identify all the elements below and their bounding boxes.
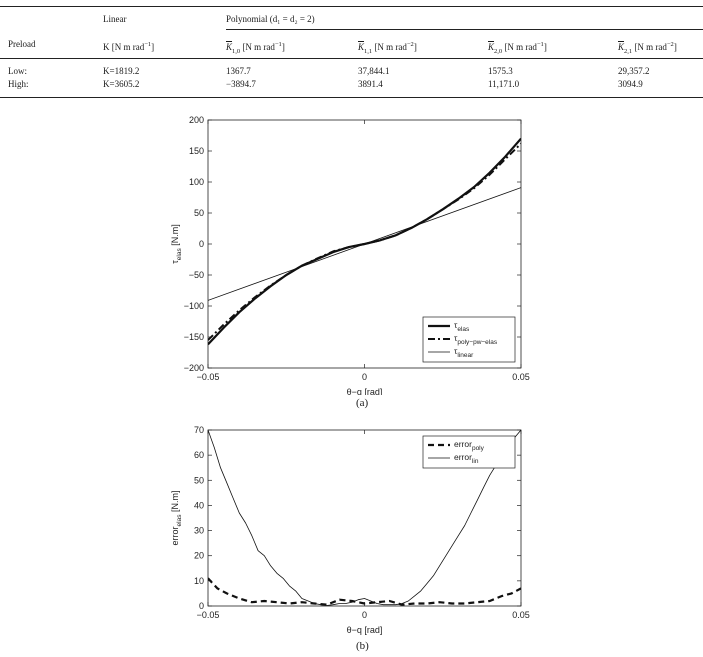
chart-a-xtick-label: 0 — [361, 372, 368, 382]
chart-a-ytick-label: 150 — [188, 146, 204, 156]
chart-b-xtick-label: 0.05 — [512, 610, 530, 620]
chart-a-xtick-label: 0.05 — [512, 372, 530, 382]
chart-b-xtick-label: −0.05 — [196, 610, 220, 620]
chart-b-ylabel: error$_{elas}$ [N.m] — [170, 490, 183, 546]
col-header-K: K [N m rad$^{-1}$] — [103, 41, 155, 52]
table-cell-K20: 11,171.0 — [488, 79, 520, 89]
chart-a-legend-label-linear: $\tau_{linear}$ — [454, 346, 474, 359]
table-cell-K10: 1367.7 — [226, 66, 251, 76]
chart-a-ytick-label: −50 — [188, 270, 204, 280]
figure-a — [0, 110, 703, 415]
table-cell-preload: High: — [8, 79, 29, 89]
parameter-table — [0, 0, 703, 102]
chart-a-ytick-label: −150 — [183, 332, 204, 342]
chart-a-legend — [423, 317, 515, 362]
chart-b-ytick-label: 10 — [193, 575, 204, 586]
figure-a-caption: (a) — [356, 397, 369, 409]
chart-b-xtick-label: 0 — [361, 610, 368, 620]
table-cell-K21: 3094.9 — [618, 79, 643, 89]
chart-b-ytick-label: 40 — [193, 500, 204, 511]
chart-a-ytick-label: 200 — [188, 115, 204, 125]
group-header-linear: Linear — [103, 14, 127, 24]
chart-b — [0, 420, 703, 638]
table-cell-K10: −3894.7 — [226, 79, 256, 89]
polynomial-span-rule — [226, 29, 703, 30]
chart-b-ytick-label: 50 — [193, 475, 204, 486]
table-cell-K21: 29,357.2 — [618, 66, 650, 76]
table-cell-K11: 37,844.1 — [358, 66, 390, 76]
col-header-K11: $\overline{K}_{1,1}$ [N m rad$^{-2}$] — [358, 41, 417, 55]
chart-a-ytick-label: −200 — [183, 363, 204, 373]
chart-a-ytick-label: 100 — [188, 177, 204, 187]
group-header-polynomial: Polynomial (d₁ = d₂ = 2) — [226, 14, 315, 24]
figure-b — [0, 420, 703, 657]
chart-b-ytick-label: 30 — [193, 525, 204, 536]
table-cell-K: K=3605.2 — [103, 79, 140, 89]
chart-a-ytick-label: 50 — [193, 208, 204, 218]
chart-b-ytick-label: 70 — [193, 425, 204, 435]
table-cell-preload: Low: — [8, 66, 27, 76]
chart-b-ytick-label: 60 — [193, 450, 204, 461]
figure-b-caption: (b) — [356, 640, 369, 652]
chart-b-legend — [423, 436, 515, 468]
chart-b-xlabel: θ−q [rad] — [346, 625, 383, 635]
col-header-K20: $\overline{K}_{2,0}$ [N m rad$^{-1}$] — [488, 41, 547, 55]
chart-b-legend-label-poly: error$_{poly}$ — [454, 439, 484, 452]
chart-a-xlabel: θ−q [rad] — [346, 387, 383, 395]
chart-a-ylabel: $\tau_{elas}$ [N.m] — [170, 224, 183, 264]
col-header-preload: Preload — [8, 39, 36, 49]
table-cell-K: K=1819.2 — [103, 66, 140, 76]
chart-a-legend-label-poly−pw−elas: $\tau_{poly-pw-elas}$ — [454, 333, 498, 346]
col-header-K10: $\overline{K}_{1,0}$ [N m rad$^{-1}$] — [226, 41, 285, 55]
chart-a-ytick-label: 0 — [198, 239, 204, 249]
chart-b-ytick-label: 20 — [193, 550, 204, 561]
chart-a-ytick-label: −100 — [183, 301, 204, 311]
chart-b-legend-label-lin: error$_{lin}$ — [454, 452, 479, 465]
col-header-K21: $\overline{K}_{2,1}$ [N m rad$^{-2}$] — [618, 41, 677, 55]
chart-a-legend-label-elas: $\tau_{elas}$ — [454, 320, 470, 333]
chart-a-xtick-label: −0.05 — [196, 372, 220, 382]
table-top-rule — [0, 6, 703, 7]
table-header-rule — [0, 58, 703, 59]
table-cell-K20: 1575.3 — [488, 66, 513, 76]
table-cell-K11: 3891.4 — [358, 79, 383, 89]
chart-a — [0, 110, 703, 395]
chart-b-ytick-label: 0 — [198, 601, 204, 611]
table-bottom-rule — [0, 97, 703, 98]
